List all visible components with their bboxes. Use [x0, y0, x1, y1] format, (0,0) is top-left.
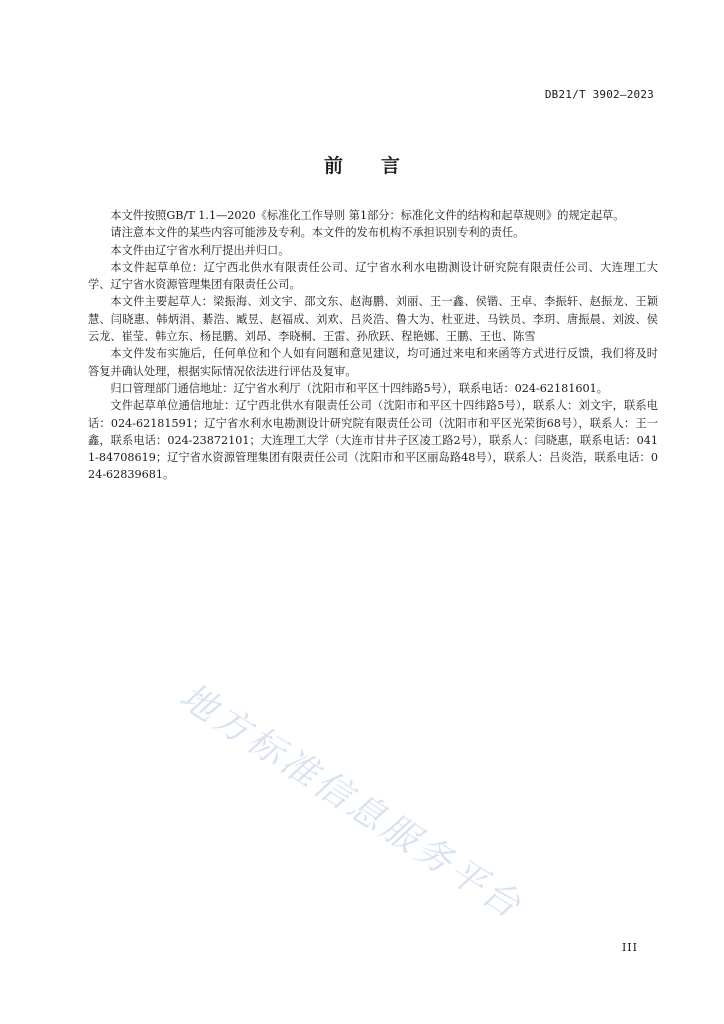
- paragraph-drafting-rules: 本文件按照GB/T 1.1—2020《标准化工作导则 第1部分：标准化文件的结构和起草规则》的规定起草。: [110, 209, 625, 222]
- document-code: DB21/T 3902—2023: [544, 88, 654, 101]
- paragraph-patent-notice: 请注意本文件的某些内容可能涉及专利。本文件的发布机构不承担识别专利的责任。: [110, 226, 525, 240]
- paragraph-feedback: 本文件发布实施后，任何单位和个人如有问题和意见建议，均可通过来电和来函等方式进行反馈，我们将及时答复并确认处理，根据实际情况依法进行评估及复审。: [88, 347, 658, 378]
- page-number: III: [621, 941, 638, 954]
- paragraph-proposer: 本文件由辽宁省水利厅提出并归口。: [110, 243, 290, 257]
- preface-body: [88, 207, 658, 484]
- paragraph-competent-address: 归口管理部门通信地址：辽宁省水利厅（沈阳市和平区十四纬路5号），联系电话：024-62181601。: [110, 381, 608, 395]
- section-title: 前言: [323, 155, 438, 177]
- watermark: 地方标准信息服务平台: [172, 675, 531, 929]
- paragraph-drafter-addresses: 文件起草单位通信地址：辽宁西北供水有限责任公司（沈阳市和平区十四纬路5号），联系人：刘文宇，联系电话：024-62181591；辽宁省水利水电勘测设计研究院有限责任公司（沈阳市和平区光荣街68号），联系人：王一鑫，联系电话：024-23872101；大连理工大学（大连市甘井子区凌工路2号），联系人：闫晓惠，联系电话：0411-84708619；辽宁省水资源管理集团有限责任公司（沈阳市和平区丽岛路48号），联系人：吕炎浩，联系电话：024-62839681。: [88, 399, 658, 482]
- paragraph-drafting-units: 本文件起草单位：辽宁西北供水有限责任公司、辽宁省水利水电勘测设计研究院有限责任公司、大连理工大学、辽宁省水资源管理集团有限责任公司。: [88, 260, 658, 292]
- paragraph-main-drafters: 本文件主要起草人：梁振海、刘文宇、邵文东、赵海鹏、刘丽、王一鑫、侯锴、王卓、李振轩、赵振龙、王颖慧、闫晓惠、韩炳涓、綦浩、臧昱、赵福成、刘欢、吕炎浩、鲁大为、杜亚进、马铁员、李玥、唐振晨、刘波、侯云龙、崔莹、韩立东、杨昆鹏、刘昂、李晓桐、王雷、孙欣跃、程艳娜、王鹏、王也、陈雪: [88, 295, 658, 344]
